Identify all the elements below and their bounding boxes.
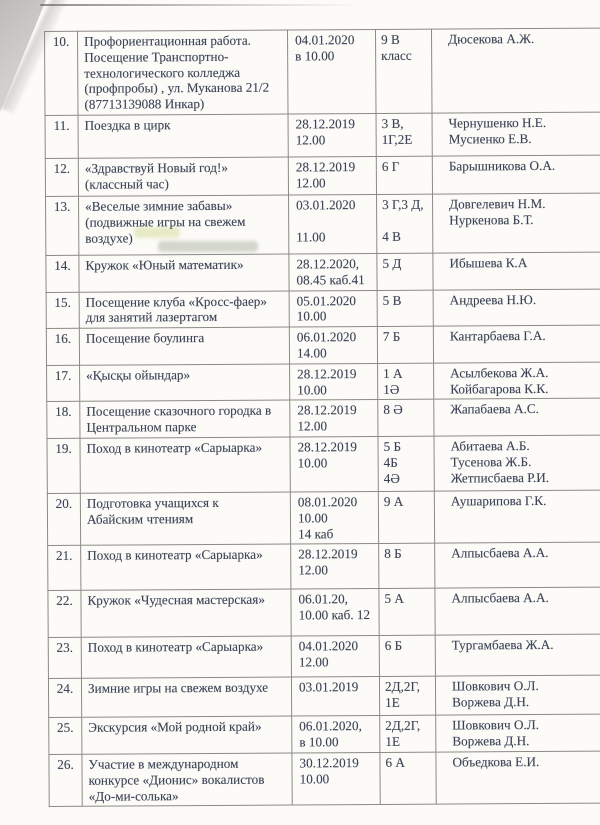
event-cell: Подготовка учащихся к Абайским чтениям xyxy=(80,492,290,546)
date-cell: 04.01.2020 12.00 xyxy=(291,636,379,678)
table-row xyxy=(45,28,600,115)
responsible-cell: Шовкович О.Л. Воржева Д.Н. xyxy=(435,675,600,715)
responsible-cell: Кантарбаева Г.А. xyxy=(433,325,600,363)
event-cell: Посещение боулинга xyxy=(79,327,289,365)
table-row xyxy=(46,252,600,292)
date-cell: 06.01.2020, в 10.00 xyxy=(292,716,380,753)
class-cell: 6 Б xyxy=(379,635,435,676)
date-cell: 04.01.2020 в 10.00 xyxy=(287,29,376,114)
row-number-cell: 19. xyxy=(47,438,80,493)
class-cell: 5 Б 4Б 4Ә xyxy=(378,436,434,491)
class-cell: 2Д,2Г, 1Е xyxy=(379,676,435,715)
table-row xyxy=(49,714,600,754)
class-cell: 7 Б xyxy=(377,326,433,363)
date-cell: 03.01.2020 11.00 xyxy=(289,194,377,254)
class-cell: 1 А 1Ә xyxy=(378,363,434,400)
table-row xyxy=(45,112,600,158)
row-number-cell: 17. xyxy=(47,365,80,402)
events-schedule-table xyxy=(44,28,600,808)
table-row xyxy=(47,398,600,438)
class-cell: 6 Г xyxy=(376,156,432,194)
responsible-cell: Довгелевич Н.М. Нуркенова Б.Т. xyxy=(433,193,600,253)
row-number-cell: 25. xyxy=(49,718,82,755)
event-cell: Экскурсия «Мой родной край» xyxy=(82,716,292,754)
date-cell: 28.12.2019 12.00 xyxy=(288,156,376,195)
responsible-cell: Чернушенко Н.Е. Мусиенко Е.В. xyxy=(432,112,600,156)
class-cell: 5 В xyxy=(377,290,433,327)
date-cell: 28.12.2019 12.00 xyxy=(291,544,379,590)
table-row xyxy=(47,490,600,546)
responsible-cell: Тургамбаева Ж.А. xyxy=(435,634,600,676)
responsible-cell: Барышникова О.А. xyxy=(432,155,600,194)
table-row xyxy=(47,362,600,402)
class-cell: 9 В класс xyxy=(375,29,432,113)
class-cell: 5 А xyxy=(379,588,435,635)
row-number-cell: 23. xyxy=(48,638,81,679)
table-row xyxy=(48,675,600,717)
row-number-cell: 11. xyxy=(45,115,78,158)
table-row xyxy=(46,289,600,329)
responsible-cell: Шовкович О.Л. Воржева Д.Н. xyxy=(436,714,600,752)
date-cell: 03.01.2019 xyxy=(291,677,379,717)
responsible-cell: Жапабаева А.С. xyxy=(434,398,600,436)
table-row xyxy=(48,587,600,637)
class-cell: 8 Ә xyxy=(378,400,434,437)
responsible-cell: Аушарипова Г.К. xyxy=(434,490,600,543)
event-cell: Поход в кинотеатр «Сарыарка» xyxy=(80,437,290,493)
table-row xyxy=(49,751,600,807)
event-cell: «Здравствуй Новый год!» (классный час) xyxy=(78,157,288,196)
date-cell: 06.01.2020 14.00 xyxy=(289,327,377,364)
page-top-edge-line xyxy=(40,4,470,6)
table-row xyxy=(48,634,600,678)
table-row xyxy=(46,193,600,255)
row-number-cell: 12. xyxy=(45,158,78,196)
responsible-cell: Объедкова Е.И. xyxy=(436,751,600,804)
row-number-cell: 10. xyxy=(45,31,79,115)
events-schedule-table-wrap xyxy=(44,28,600,808)
event-cell: «Веселые зимние забавы» (подвижные игры на свежем воздухе) xyxy=(79,195,289,255)
class-cell: 6 А xyxy=(380,752,436,805)
date-cell: 28.12.2020, 08.45 каб.41 xyxy=(289,253,377,290)
responsible-cell: Алпысбаева А.А. xyxy=(435,542,600,588)
table-row xyxy=(46,325,600,365)
date-cell: 08.01.2020 10.00 14 каб xyxy=(290,491,378,544)
event-cell: Поход в кинотеатр «Сарыарка» xyxy=(81,636,291,678)
class-cell: 3 В, 1Г,2Е xyxy=(376,113,432,156)
responsible-cell: Абитаева А.Б. Тусенова Ж.Б. Жетписбаева Р.И. xyxy=(434,435,600,491)
date-cell: 28.12.2019 10.00 xyxy=(290,436,378,492)
event-cell: Кружок «Чудесная мастерская» xyxy=(81,589,291,637)
class-cell: 3 Г,3 Д, 4 В xyxy=(377,194,433,253)
event-cell: «Қысқы ойындар» xyxy=(80,364,290,402)
row-number-cell: 22. xyxy=(48,591,81,638)
row-number-cell: 13. xyxy=(46,196,79,255)
event-cell: Поездка в цирк xyxy=(78,114,288,158)
responsible-cell: Асылбекова Ж.А. Койбагарова К.К. xyxy=(434,362,600,400)
class-cell: 5 Д xyxy=(377,253,433,290)
row-number-cell: 24. xyxy=(48,679,81,718)
class-cell: 9 А xyxy=(378,491,434,544)
event-cell: Профориентационная работа. Посещение Транспортно- технологического колледжа (профпробы) , ул. Муканова 21/2 (87713139088 Инкар) xyxy=(78,30,289,115)
responsible-cell: Андреева Н.Ю. xyxy=(433,289,600,327)
date-cell: 05.01.2020 10.00 xyxy=(289,290,377,327)
date-cell: 28.12.2019 10.00 xyxy=(290,363,378,400)
row-number-cell: 14. xyxy=(46,255,79,292)
date-cell: 30.12.2019 10.00 xyxy=(292,752,380,805)
table-row xyxy=(45,155,600,196)
class-cell: 8 Б xyxy=(379,543,435,588)
date-cell: 28.12.2019 12.00 xyxy=(288,113,376,157)
event-cell: Кружок «Юный математик» xyxy=(79,254,289,292)
event-cell: Посещение клуба «Кросс-фаер» для занятий лазертагом xyxy=(79,291,289,329)
row-number-cell: 16. xyxy=(46,328,79,365)
row-number-cell: 26. xyxy=(49,754,82,807)
date-cell: 28.12.2019 12.00 xyxy=(290,400,378,437)
responsible-cell: Дюсекова А.Ж. xyxy=(431,28,600,113)
table-row xyxy=(48,542,600,590)
class-cell: 2Д,2Г, 1Е xyxy=(380,715,436,752)
responsible-cell: Алпысбаева А.А. xyxy=(435,587,600,635)
event-cell: Зимние игры на свежем воздухе xyxy=(81,677,291,717)
event-cell: Посещение сказочного городка в Центральном парке xyxy=(80,400,290,438)
event-cell: Поход в кинотеатр «Сарыарка» xyxy=(81,544,291,590)
row-number-cell: 20. xyxy=(47,493,80,546)
responsible-cell: Ибышева К.А xyxy=(433,252,600,290)
event-cell: Участие в международном конкурсе «Дионис» вокалистов «До-ми-солька» xyxy=(82,753,292,807)
date-cell: 06.01.20, 10.00 каб. 12 xyxy=(291,589,379,637)
table-row xyxy=(47,435,600,493)
row-number-cell: 18. xyxy=(47,402,80,439)
row-number-cell: 21. xyxy=(48,546,81,591)
row-number-cell: 15. xyxy=(46,292,79,329)
